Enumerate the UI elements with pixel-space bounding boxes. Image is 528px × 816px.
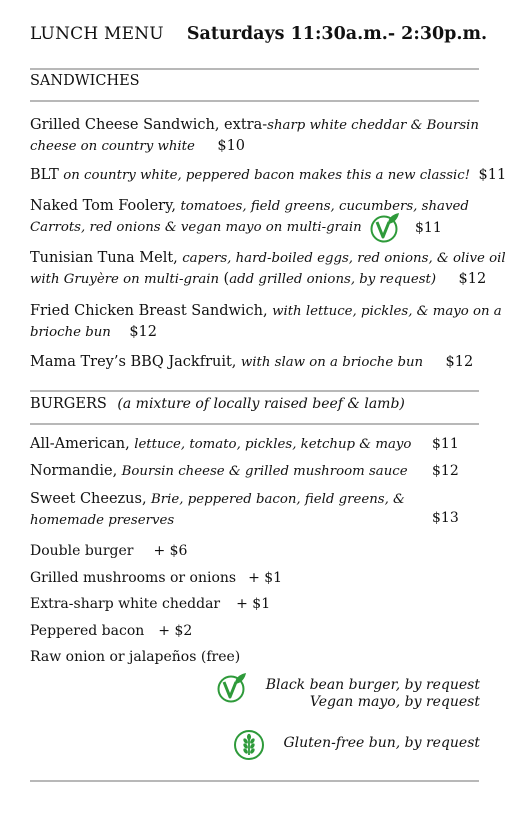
addon-price: + $1 (236, 596, 271, 612)
divider (30, 390, 479, 392)
item-desc: with slaw on a brioche bun (240, 355, 424, 370)
section-note: (a mixture of locally raised beef & lamb) (117, 396, 405, 412)
addon-price: + $1 (248, 570, 283, 586)
addon-label: Raw onion or jalapeños (free) (30, 649, 241, 665)
divider (30, 780, 479, 782)
item-name: Naked Tom Foolery, (30, 198, 176, 214)
menu-header (30, 24, 490, 44)
item-name: All-American, (30, 436, 130, 452)
item-price: $12 (445, 354, 474, 370)
item-name: Fried Chicken Breast Sandwich, (30, 303, 268, 319)
addon-price: + $6 (153, 543, 188, 559)
item-desc: Brie, peppered bacon, field greens, & (151, 492, 405, 507)
addon-item (30, 543, 187, 559)
item-desc: sharp white cheddar & Boursin (267, 118, 479, 133)
note-vegan-mayo: Vegan mayo, by request (309, 694, 480, 710)
addon-item (30, 623, 192, 639)
menu-item-tunisian-tuna-melt (30, 248, 506, 290)
addon-item (30, 649, 240, 665)
gluten-free-wheat-icon (233, 729, 265, 761)
addon-item (30, 570, 282, 586)
addon-price: + $2 (158, 623, 193, 639)
menu-title: LUNCH MENU (30, 24, 164, 44)
item-desc: with Gruyère on multi-grain (30, 272, 220, 287)
item-desc: homemade preserves (30, 513, 175, 528)
item-price: $12 (129, 324, 158, 340)
item-price: $12 (432, 463, 459, 479)
item-desc: cheese on country white (30, 139, 195, 154)
menu-hours: Saturdays 11:30a.m.- 2:30p.m. (186, 24, 488, 44)
item-price: $13 (432, 510, 459, 526)
item-desc: with lettuce, pickles, & mayo on a (272, 304, 502, 319)
item-desc: Carrots, red onions & vegan mayo on multi-grain (30, 220, 362, 235)
item-desc: tomatoes, field greens, cucumbers, shaved (180, 199, 469, 214)
item-name: Mama Trey’s BBQ Jackfruit, (30, 354, 237, 370)
item-name: Sweet Cheezus, (30, 491, 147, 507)
menu-item-bbq-jackfruit (30, 352, 506, 373)
note-black-bean: Black bean burger, by request (265, 677, 480, 693)
item-name: Tunisian Tuna Melt, (30, 250, 178, 266)
divider (30, 68, 479, 70)
addon-label: Grilled mushrooms or onions (30, 570, 237, 586)
section-title-sandwiches: SANDWICHES (30, 73, 140, 89)
item-price: $11 (478, 167, 507, 183)
item-desc: lettuce, tomato, pickles, ketchup & mayo (134, 437, 412, 452)
item-desc: capers, hard-boiled eggs, red onions, & olive oil (182, 251, 506, 266)
menu-item-fried-chicken (30, 301, 506, 343)
item-name: Normandie, (30, 463, 118, 479)
item-name: Grilled Cheese Sandwich, (30, 117, 220, 133)
item-price: $10 (217, 138, 246, 154)
item-desc: Boursin cheese & grilled mushroom sauce (121, 464, 408, 479)
addon-label: Double burger (30, 543, 134, 559)
addon-label: Peppered bacon (30, 623, 145, 639)
vegan-v-icon (217, 672, 247, 704)
menu-item-grilled-cheese (30, 115, 506, 157)
section-title-burgers (30, 396, 405, 412)
item-price: $11 (415, 220, 442, 236)
item-name: BLT (30, 167, 59, 183)
item-desc: brioche bun (30, 325, 111, 340)
vegan-v-icon (370, 212, 400, 244)
item-price: $12 (458, 271, 487, 287)
addon-item (30, 596, 270, 612)
section-title-text: BURGERS (30, 396, 107, 412)
item-desc: on country white, peppered bacon makes this a new classic! (63, 168, 471, 183)
item-desc: add grilled onions, by request) (229, 272, 437, 287)
addon-label: Extra-sharp white cheddar (30, 596, 221, 612)
item-desc-prefix: extra- (219, 117, 268, 133)
menu-item-blt (30, 165, 506, 186)
divider (30, 100, 479, 102)
divider (30, 423, 479, 425)
item-desc-paren: ( (223, 271, 230, 287)
note-gluten-free: Gluten-free bun, by request (283, 735, 480, 751)
item-price: $11 (432, 436, 459, 452)
